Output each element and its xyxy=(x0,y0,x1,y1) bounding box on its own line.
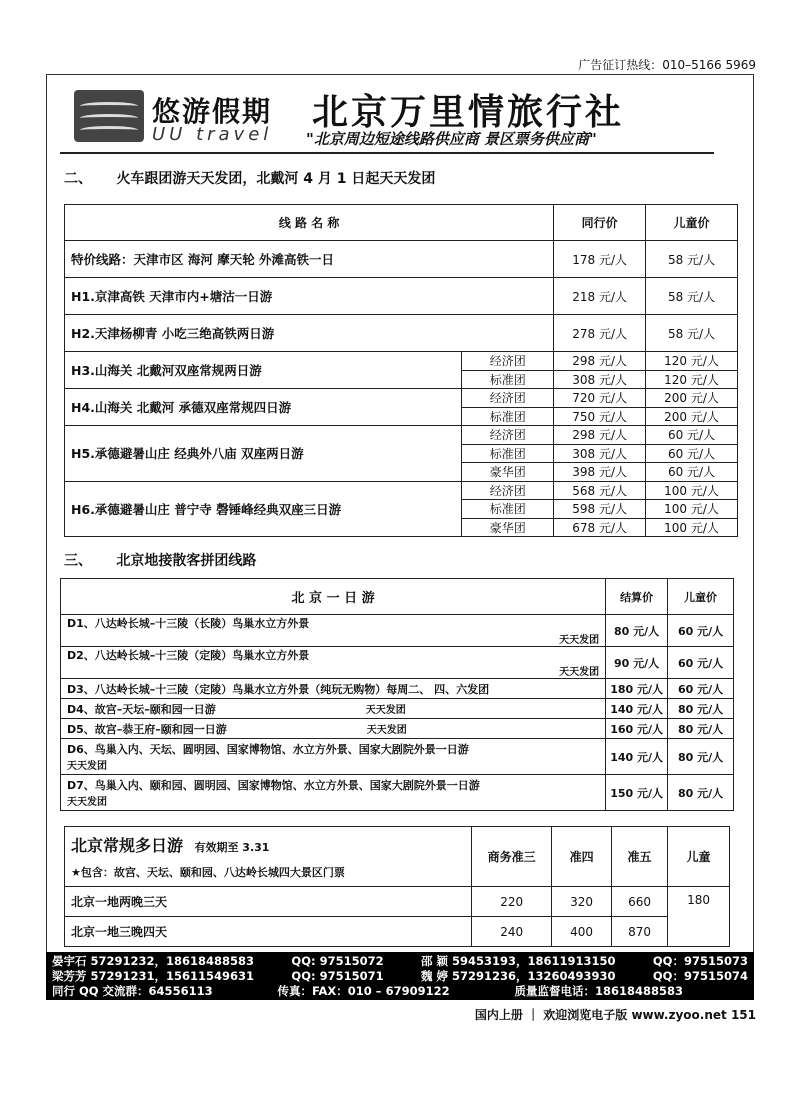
tour-class: 标准团 xyxy=(462,407,554,426)
day-tour-row xyxy=(61,615,734,647)
route-name: H3.山海关 北戴河双座常规两日游 xyxy=(65,352,462,389)
contact-item: QQ：97515073 xyxy=(652,954,748,968)
contact-item: QQ: 97515072 xyxy=(291,954,384,968)
child-price: 80 元/人 xyxy=(668,739,734,775)
child-price: 100 元/人 xyxy=(646,518,738,537)
child-price: 120 元/人 xyxy=(646,370,738,389)
route-row xyxy=(65,278,738,315)
contact-bar xyxy=(46,952,754,1000)
settle-price: 160 元/人 xyxy=(606,719,668,739)
route-row xyxy=(65,315,738,352)
day-tour-name-cell xyxy=(61,719,606,739)
price-tier4: 320 xyxy=(552,887,612,917)
logo-icon xyxy=(74,90,144,142)
peer-price: 308 元/人 xyxy=(554,370,646,389)
peer-price: 678 元/人 xyxy=(554,518,646,537)
peer-price: 178 元/人 xyxy=(554,241,646,278)
child-price: 60 元/人 xyxy=(668,615,734,647)
section3-title: 北京地接散客拼团线路 xyxy=(116,553,257,569)
peer-price: 298 元/人 xyxy=(554,426,646,445)
route-row xyxy=(65,241,738,278)
child-price: 200 元/人 xyxy=(646,389,738,408)
peer-price: 720 元/人 xyxy=(554,389,646,408)
route-row xyxy=(65,352,738,371)
col-child: 儿童价 xyxy=(646,205,738,241)
section3-heading xyxy=(64,550,256,570)
contact-row xyxy=(52,969,748,984)
ad-hotline: 广告征订热线：010–5166 5969 xyxy=(578,58,756,72)
peer-price: 598 元/人 xyxy=(554,500,646,519)
day-tour-name: D1、八达岭长城–十三陵（长陵）鸟巢水立方外景 xyxy=(67,617,310,630)
day-tour-name: D2、八达岭长城–十三陵（定陵）鸟巢水立方外景 xyxy=(67,649,310,662)
train-tour-table xyxy=(64,204,738,537)
tour-class: 标准团 xyxy=(462,444,554,463)
page-footer: 国内上册 ｜ 欢迎浏览电子版 www.zyoo.net 151 xyxy=(474,1008,756,1022)
multiday-row-name: 北京一地三晚四天 xyxy=(65,917,472,947)
day-tour-name-cell xyxy=(61,775,606,811)
settle-price: 150 元/人 xyxy=(606,775,668,811)
route-name: H4.山海关 北戴河 承德双座常规四日游 xyxy=(65,389,462,426)
child-price: 58 元/人 xyxy=(646,315,738,352)
peer-price: 398 元/人 xyxy=(554,463,646,482)
child-price: 200 元/人 xyxy=(646,407,738,426)
col-tier5: 准五 xyxy=(612,827,668,887)
child-price: 80 元/人 xyxy=(668,699,734,719)
route-row xyxy=(65,481,738,500)
section2-title: 火车跟团游天天发团，北戴河 4 月 1 日起天天发团 xyxy=(116,171,436,187)
tour-class: 经济团 xyxy=(462,389,554,408)
depart-note: 天天发团 xyxy=(366,724,407,736)
route-name: 特价线路：天津市区 海河 摩天轮 外滩高铁一日 xyxy=(65,241,554,278)
contact-item: 邵 颖 59453193，18611913150 xyxy=(420,954,616,968)
day-tour-name-cell xyxy=(61,647,606,679)
child-price: 58 元/人 xyxy=(646,278,738,315)
child-price: 60 元/人 xyxy=(668,647,734,679)
col-tier4: 准四 xyxy=(552,827,612,887)
day-tour-name: D4、故宫–天坛–颐和园一日游 xyxy=(67,702,216,716)
contact-item: 同行 QQ 交流群：64556113 xyxy=(52,984,213,998)
route-row xyxy=(65,426,738,445)
multiday-tour-table xyxy=(64,826,730,947)
col-child2: 儿童价 xyxy=(668,579,734,615)
child-price: 100 元/人 xyxy=(646,500,738,519)
tour-class: 经济团 xyxy=(462,352,554,371)
contact-row xyxy=(52,984,748,999)
beijing-day-tour-table xyxy=(60,578,734,811)
child-price: 60 元/人 xyxy=(646,426,738,445)
child-price: 60 元/人 xyxy=(668,679,734,699)
child-price: 120 元/人 xyxy=(646,352,738,371)
peer-price: 308 元/人 xyxy=(554,444,646,463)
price-tier5: 660 xyxy=(612,887,668,917)
section2-heading xyxy=(64,168,435,188)
col-route: 线 路 名 称 xyxy=(65,205,554,241)
day-tour-row xyxy=(61,739,734,775)
tour-class: 经济团 xyxy=(462,426,554,445)
child-price: 100 元/人 xyxy=(646,481,738,500)
child-price: 58 元/人 xyxy=(646,241,738,278)
depart-note: 天天发团 xyxy=(559,635,600,646)
contact-item: 质量监督电话：18618488583 xyxy=(514,984,684,998)
col-tier3: 商务准三 xyxy=(472,827,552,887)
depart-note: 天天发团 xyxy=(67,761,107,772)
route-name: H6.承德避暑山庄 普宁寺 磬锤峰经典双座三日游 xyxy=(65,481,462,537)
peer-price: 278 元/人 xyxy=(554,315,646,352)
section2-num: 二、 xyxy=(64,171,92,187)
settle-price: 140 元/人 xyxy=(606,699,668,719)
price-tier3: 240 xyxy=(472,917,552,947)
includes-note: ★包含：故宫、天坛、颐和园、八达岭长城四大景区门票 xyxy=(71,866,345,879)
contact-item: QQ: 97515071 xyxy=(291,969,384,983)
child-price: 80 元/人 xyxy=(668,719,734,739)
contact-item: 传真：FAX：010 – 67909122 xyxy=(277,984,450,998)
tour-class: 经济团 xyxy=(462,481,554,500)
peer-price: 750 元/人 xyxy=(554,407,646,426)
tagline: "北京周边短途线路供应商 景区票务供应商" xyxy=(306,130,597,148)
settle-price: 140 元/人 xyxy=(606,739,668,775)
depart-note: 天天发团 xyxy=(67,797,107,808)
day-tour-row xyxy=(61,647,734,679)
route-name: H5.承德避暑山庄 经典外八庙 双座两日游 xyxy=(65,426,462,482)
settle-price: 80 元/人 xyxy=(606,615,668,647)
section3-num: 三、 xyxy=(64,553,92,569)
day-tour-name-cell xyxy=(61,615,606,647)
col-day-tour: 北 京 一 日 游 xyxy=(61,579,606,615)
day-tour-name: D6、鸟巢入内、天坛、圆明园、国家博物馆、水立方外景、国家大剧院外景一日游 xyxy=(67,743,469,756)
route-row xyxy=(65,389,738,408)
day-tour-name-cell xyxy=(61,699,606,719)
day-tour-name: D3、八达岭长城–十三陵（定陵）鸟巢水立方外景（纯玩无购物）每周二、 四、六发团 xyxy=(67,682,490,696)
col-settle: 结算价 xyxy=(606,579,668,615)
route-name: H2.天津杨柳青 小吃三绝高铁两日游 xyxy=(65,315,554,352)
price-tier3: 220 xyxy=(472,887,552,917)
day-tour-name-cell xyxy=(61,739,606,775)
day-tour-row xyxy=(61,699,734,719)
divider xyxy=(60,152,714,154)
peer-price: 218 元/人 xyxy=(554,278,646,315)
multiday-row-name: 北京一地两晚三天 xyxy=(65,887,472,917)
route-name: H1.京津高铁 天津市内+塘沽一日游 xyxy=(65,278,554,315)
settle-price: 180 元/人 xyxy=(606,679,668,699)
contact-item: 晏宇石 57291232，18618488583 xyxy=(52,954,255,968)
agency-name: 北京万里情旅行社 xyxy=(312,92,625,133)
day-tour-row xyxy=(61,679,734,699)
day-tour-row xyxy=(61,719,734,739)
contact-item: QQ：97515074 xyxy=(652,969,748,983)
peer-price: 298 元/人 xyxy=(554,352,646,371)
price-tier4: 400 xyxy=(552,917,612,947)
depart-note: 天天发团 xyxy=(365,704,406,716)
header xyxy=(74,84,718,154)
multiday-title: 北京常规多日游 xyxy=(71,836,184,855)
tour-class: 标准团 xyxy=(462,370,554,389)
valid-until: 有效期至 3.31 xyxy=(194,841,270,854)
tour-class: 豪华团 xyxy=(462,463,554,482)
multiday-title-cell xyxy=(65,827,472,887)
depart-note: 天天发团 xyxy=(559,667,600,678)
contact-item: 魏 婷 57291236，13260493930 xyxy=(420,969,616,983)
brand-en: UU travel xyxy=(152,124,273,145)
child-price: 80 元/人 xyxy=(668,775,734,811)
price-tier5: 870 xyxy=(612,917,668,947)
day-tour-row xyxy=(61,775,734,811)
col-child3: 儿童 xyxy=(668,827,730,887)
col-price: 同行价 xyxy=(554,205,646,241)
child-price: 180 xyxy=(668,887,730,947)
day-tour-name: D5、故宫–恭王府–颐和园一日游 xyxy=(67,722,227,736)
peer-price: 568 元/人 xyxy=(554,481,646,500)
brand-name: 悠游假期 xyxy=(152,95,273,128)
settle-price: 90 元/人 xyxy=(606,647,668,679)
day-tour-name-cell xyxy=(61,679,606,699)
contact-row xyxy=(52,954,748,969)
contact-item: 梁芳芳 57291231，15611549631 xyxy=(52,969,255,983)
day-tour-name: D7、鸟巢入内、颐和园、圆明园、国家博物馆、水立方外景、国家大剧院外景一日游 xyxy=(67,779,480,792)
child-price: 60 元/人 xyxy=(646,463,738,482)
tour-class: 豪华团 xyxy=(462,518,554,537)
child-price: 60 元/人 xyxy=(646,444,738,463)
tour-class: 标准团 xyxy=(462,500,554,519)
